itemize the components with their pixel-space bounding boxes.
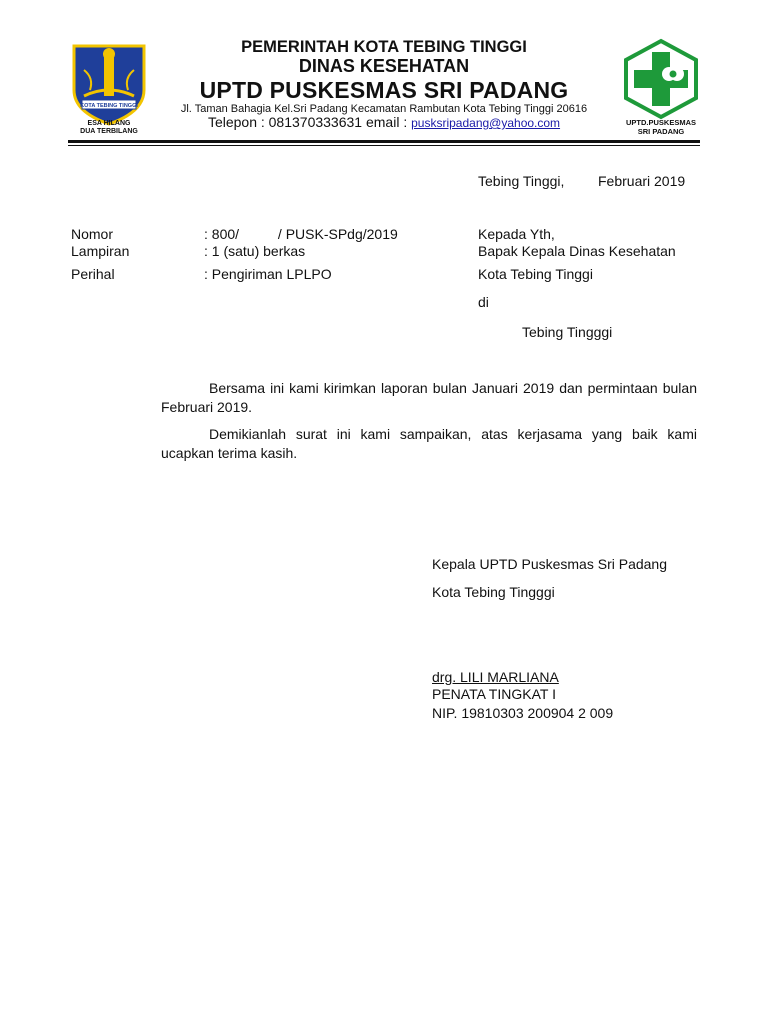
email-link[interactable]: pusksripadang@yahoo.com <box>411 116 561 130</box>
letterhead-contact <box>0 114 768 130</box>
letterhead-government: PEMERINTAH KOTA TEBING TINGGI <box>241 38 527 56</box>
signatory-name: drg. LILI MARLIANA <box>432 669 559 685</box>
letter-place: Tebing Tinggi, <box>478 173 565 189</box>
letterhead-department: DINAS KESEHATAN <box>298 56 470 76</box>
phone-label: Telepon : 081370333631 email : <box>207 114 408 130</box>
puskesmas-caption-line2: SRI PADANG <box>637 127 685 136</box>
signature-title-2: Kota Tebing Tingggi <box>432 584 555 600</box>
recipient-title: Bapak Kepala Dinas Kesehatan <box>478 243 676 259</box>
signatory-rank: PENATA TINGKAT I <box>432 686 556 702</box>
recipient-city: Kota Tebing Tinggi <box>478 266 593 282</box>
perihal-label: Perihal <box>71 266 115 282</box>
signatory-nip: NIP. 19810303 200904 2 009 <box>432 705 614 721</box>
body-paragraph-2 <box>161 425 697 463</box>
svg-text:KOTA TEBING TINGGI: KOTA TEBING TINGGI <box>80 103 138 109</box>
perihal-value: : Pengiriman LPLPO <box>204 266 332 282</box>
letterhead-divider-thick <box>68 140 700 143</box>
recipient-di: di <box>478 294 489 310</box>
body-paragraph-2-text: Demikianlah surat ini kami sampaikan, atas kerjasama yang baik kami ucapkan terima kasih. <box>161 426 697 461</box>
letterhead-divider-thin <box>68 145 700 146</box>
letterhead-address: Jl. Taman Bahagia Kel.Sri Padang Kecamatan Rambutan Kota Tebing Tinggi 20616 <box>180 103 588 115</box>
body-paragraph-1-text: Bersama ini kami kirimkan laporan bulan Januari 2019 dan permintaan bulan Februari 2019. <box>161 380 697 415</box>
lampiran-label: Lampiran <box>71 243 130 259</box>
lampiran-value: : 1 (satu) berkas <box>204 243 306 259</box>
recipient-salutation: Kepada Yth, <box>478 226 555 242</box>
nomor-value: : 800/ / PUSK-SPdg/2019 <box>204 226 398 242</box>
letterhead-institution: UPTD PUSKESMAS SRI PADANG <box>199 77 569 103</box>
body-paragraph-1 <box>161 379 697 417</box>
recipient-location: Tebing Tingggi <box>522 324 613 340</box>
puskesmas-caption-line1: UPTD.PUSKESMAS <box>625 118 696 127</box>
nomor-label: Nomor <box>71 226 114 242</box>
letter-date: Februari 2019 <box>598 173 686 189</box>
crest-motto-line2: DUA TERBILANG <box>80 128 138 135</box>
signature-title-1: Kepala UPTD Puskesmas Sri Padang <box>432 556 667 572</box>
crest-motto-line1: ESA HILANG <box>87 120 131 127</box>
